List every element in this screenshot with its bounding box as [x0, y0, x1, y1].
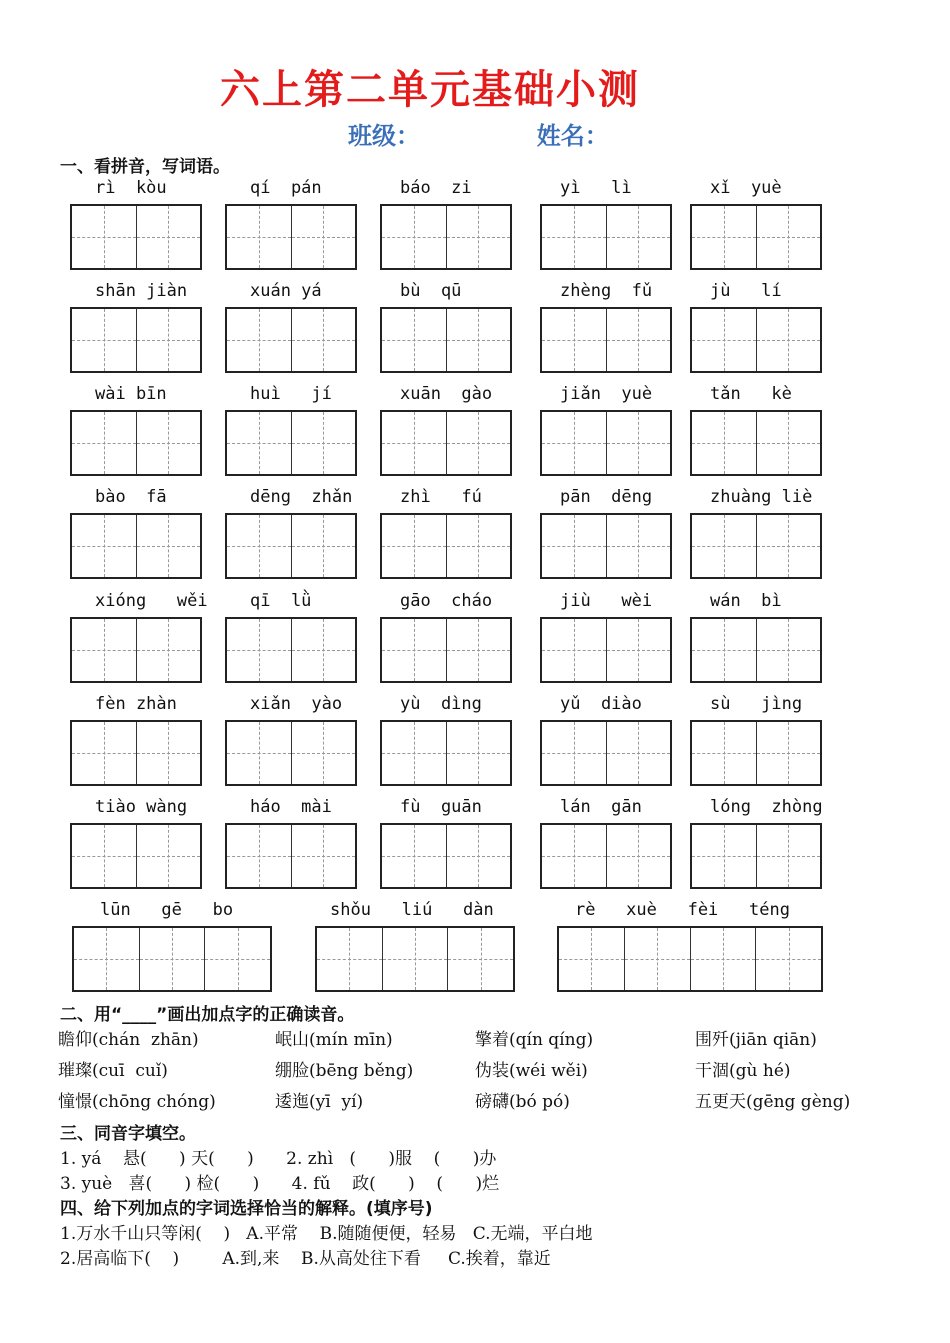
- writing-cell[interactable]: [205, 928, 270, 990]
- writing-cell[interactable]: [607, 515, 671, 577]
- pronunciation-item[interactable]: 磅礴(bó pó): [475, 1092, 570, 1112]
- writing-box[interactable]: [380, 720, 512, 786]
- pinyin-label: rè xuè fèi téng: [575, 900, 790, 920]
- section-3-title: 三、同音字填空。: [60, 1124, 196, 1144]
- pinyin-label: xǐ yuè: [710, 178, 782, 198]
- pinyin-label: zhèng fǔ: [560, 281, 653, 301]
- writing-box[interactable]: [72, 926, 272, 992]
- pronunciation-item[interactable]: 围歼(jiān qiān): [695, 1030, 817, 1050]
- pronunciation-item[interactable]: 岷山(mín mīn): [275, 1030, 393, 1050]
- writing-cell[interactable]: [382, 825, 447, 887]
- pinyin-label: bù qū: [400, 281, 462, 301]
- writing-cell[interactable]: [137, 309, 201, 371]
- writing-cell[interactable]: [137, 722, 201, 784]
- writing-cell[interactable]: [692, 412, 757, 474]
- writing-cell[interactable]: [72, 619, 137, 681]
- writing-box[interactable]: [540, 204, 672, 270]
- writing-cell[interactable]: [625, 928, 691, 990]
- writing-box[interactable]: [690, 513, 822, 579]
- writing-box[interactable]: [540, 823, 672, 889]
- writing-cell[interactable]: [756, 928, 821, 990]
- pronunciation-item[interactable]: 五更天(gēng gèng): [695, 1092, 851, 1112]
- writing-cell[interactable]: [691, 928, 757, 990]
- writing-cell[interactable]: [542, 722, 607, 784]
- class-label: 班级：: [348, 122, 420, 150]
- writing-cell[interactable]: [317, 928, 383, 990]
- writing-cell[interactable]: [607, 619, 671, 681]
- writing-box[interactable]: [380, 204, 512, 270]
- writing-cell[interactable]: [447, 206, 511, 268]
- writing-cell[interactable]: [227, 825, 292, 887]
- writing-box[interactable]: [70, 307, 202, 373]
- pinyin-label: wài bīn: [95, 384, 167, 404]
- writing-cell[interactable]: [72, 825, 137, 887]
- writing-cell[interactable]: [137, 619, 201, 681]
- writing-box[interactable]: [690, 823, 822, 889]
- pinyin-label: lán gān: [560, 797, 642, 817]
- writing-cell[interactable]: [542, 309, 607, 371]
- writing-cell[interactable]: [227, 619, 292, 681]
- page-title: 六上第二单元基础小测: [220, 66, 640, 113]
- pinyin-label: sù jìng: [710, 694, 803, 714]
- writing-cell[interactable]: [607, 722, 671, 784]
- writing-cell[interactable]: [383, 928, 449, 990]
- writing-box[interactable]: [70, 617, 202, 683]
- writing-cell[interactable]: [72, 722, 137, 784]
- writing-cell[interactable]: [692, 309, 757, 371]
- writing-box[interactable]: [225, 720, 357, 786]
- writing-cell[interactable]: [292, 722, 356, 784]
- pinyin-label: shān jiàn: [95, 281, 188, 301]
- writing-cell[interactable]: [137, 412, 201, 474]
- writing-cell[interactable]: [607, 206, 671, 268]
- pinyin-label: wán bì: [710, 591, 782, 611]
- writing-cell[interactable]: [542, 412, 607, 474]
- writing-cell[interactable]: [137, 206, 201, 268]
- writing-cell[interactable]: [72, 206, 137, 268]
- writing-cell[interactable]: [227, 722, 292, 784]
- writing-box[interactable]: [225, 617, 357, 683]
- pinyin-label: yù dìng: [400, 694, 482, 714]
- writing-box[interactable]: [690, 617, 822, 683]
- meaning-line-2: 2.居高临下( ) A.到,来 B.从高处往下看 C.挨着，靠近: [60, 1249, 551, 1269]
- pronunciation-item[interactable]: 伪装(wéi wěi): [475, 1061, 588, 1081]
- writing-cell[interactable]: [692, 619, 757, 681]
- pinyin-label: yǔ diào: [560, 694, 642, 714]
- writing-box[interactable]: [380, 410, 512, 476]
- writing-cell[interactable]: [137, 825, 201, 887]
- writing-cell[interactable]: [559, 928, 625, 990]
- writing-box[interactable]: [225, 823, 357, 889]
- meaning-line-1: 1.万水千山只等闲( ) A.平常 B.随随便便，轻易 C.无端，平白地: [60, 1224, 593, 1244]
- writing-cell[interactable]: [447, 309, 511, 371]
- writing-cell[interactable]: [227, 412, 292, 474]
- pinyin-label: qī lǜ: [250, 591, 312, 611]
- pinyin-label: zhuàng liè: [710, 487, 813, 507]
- pinyin-label: jiǎn yuè: [560, 384, 653, 404]
- writing-box[interactable]: [380, 823, 512, 889]
- pinyin-label: qí pán: [250, 178, 322, 198]
- pinyin-label: fèn zhàn: [95, 694, 177, 714]
- writing-box[interactable]: [380, 307, 512, 373]
- writing-box[interactable]: [540, 617, 672, 683]
- section-4-title: 四、给下列加点的字词选择恰当的解释。(填序号): [60, 1199, 433, 1219]
- writing-cell[interactable]: [447, 722, 511, 784]
- writing-box[interactable]: [70, 720, 202, 786]
- writing-cell[interactable]: [542, 619, 607, 681]
- pronunciation-item[interactable]: 憧憬(chōng chóng): [58, 1092, 216, 1112]
- writing-cell[interactable]: [137, 515, 201, 577]
- writing-cell[interactable]: [292, 412, 356, 474]
- writing-cell[interactable]: [447, 825, 511, 887]
- writing-box[interactable]: [540, 410, 672, 476]
- writing-cell[interactable]: [607, 309, 671, 371]
- writing-cell[interactable]: [74, 928, 140, 990]
- section-2-title: 二、用“____”画出加点字的正确读音。: [60, 1005, 355, 1025]
- pinyin-label: bào fā: [95, 487, 167, 507]
- pinyin-label: lūn gē bo: [100, 900, 234, 920]
- pinyin-label: báo zi: [400, 178, 472, 198]
- writing-box[interactable]: [380, 617, 512, 683]
- writing-cell[interactable]: [757, 309, 821, 371]
- writing-box[interactable]: [225, 307, 357, 373]
- writing-cell[interactable]: [292, 206, 356, 268]
- writing-box[interactable]: [690, 204, 822, 270]
- writing-cell[interactable]: [757, 206, 821, 268]
- writing-cell[interactable]: [757, 515, 821, 577]
- writing-cell[interactable]: [542, 206, 607, 268]
- writing-box[interactable]: [690, 410, 822, 476]
- writing-cell[interactable]: [382, 412, 447, 474]
- pronunciation-item[interactable]: 擎着(qín qíng): [475, 1030, 594, 1050]
- writing-cell[interactable]: [692, 206, 757, 268]
- pronunciation-item[interactable]: 干涸(gù hé): [695, 1061, 791, 1081]
- pronunciation-item[interactable]: 逶迤(yī yí): [275, 1092, 364, 1112]
- pinyin-label: gāo cháo: [400, 591, 493, 611]
- writing-cell[interactable]: [72, 412, 137, 474]
- pinyin-label: xuán yá: [250, 281, 322, 301]
- pinyin-label: zhì fú: [400, 487, 482, 507]
- pinyin-label: rì kòu: [95, 178, 167, 198]
- writing-cell[interactable]: [757, 722, 821, 784]
- writing-cell[interactable]: [292, 515, 356, 577]
- pinyin-label: háo mài: [250, 797, 332, 817]
- pinyin-label: xióng wěi: [95, 591, 208, 611]
- writing-box[interactable]: [70, 410, 202, 476]
- homophone-line-1: 1. yá 悬( ) 天( ) 2. zhì ( )服 ( )办: [60, 1149, 497, 1169]
- writing-box[interactable]: [540, 513, 672, 579]
- pinyin-label: shǒu liú dàn: [330, 900, 494, 920]
- writing-box[interactable]: [225, 204, 357, 270]
- writing-box[interactable]: [540, 720, 672, 786]
- writing-cell[interactable]: [607, 825, 671, 887]
- writing-cell[interactable]: [227, 206, 292, 268]
- writing-cell[interactable]: [227, 309, 292, 371]
- writing-cell[interactable]: [757, 412, 821, 474]
- pinyin-label: jiù wèi: [560, 591, 653, 611]
- writing-box[interactable]: [690, 720, 822, 786]
- pinyin-label: lóng zhòng: [710, 797, 823, 817]
- pronunciation-item[interactable]: 璀璨(cuī cuǐ): [58, 1061, 168, 1081]
- pinyin-label: fù guān: [400, 797, 482, 817]
- writing-cell[interactable]: [140, 928, 206, 990]
- writing-cell[interactable]: [607, 412, 671, 474]
- writing-box[interactable]: [70, 823, 202, 889]
- writing-cell[interactable]: [757, 825, 821, 887]
- writing-cell[interactable]: [382, 206, 447, 268]
- writing-cell[interactable]: [292, 619, 356, 681]
- writing-cell[interactable]: [227, 515, 292, 577]
- writing-cell[interactable]: [542, 515, 607, 577]
- writing-cell[interactable]: [72, 515, 137, 577]
- pinyin-label: xiǎn yào: [250, 694, 343, 714]
- writing-cell[interactable]: [447, 619, 511, 681]
- writing-cell[interactable]: [292, 825, 356, 887]
- writing-cell[interactable]: [382, 619, 447, 681]
- pinyin-label: huì jí: [250, 384, 332, 404]
- writing-box[interactable]: [557, 926, 823, 992]
- writing-box[interactable]: [315, 926, 515, 992]
- writing-cell[interactable]: [692, 722, 757, 784]
- writing-cell[interactable]: [448, 928, 513, 990]
- pinyin-label: jù lí: [710, 281, 782, 301]
- student-info: [348, 116, 609, 151]
- pinyin-label: tǎn kè: [710, 384, 792, 404]
- pinyin-label: xuān gào: [400, 384, 493, 404]
- writing-box[interactable]: [225, 410, 357, 476]
- pinyin-label: dēng zhǎn: [250, 487, 353, 507]
- writing-cell[interactable]: [692, 825, 757, 887]
- writing-cell[interactable]: [447, 412, 511, 474]
- writing-cell[interactable]: [292, 309, 356, 371]
- homophone-line-2: 3. yuè 喜( ) 检( ) 4. fǔ 政( ) ( )烂: [60, 1174, 500, 1194]
- pronunciation-item[interactable]: 瞻仰(chán zhān): [58, 1030, 199, 1050]
- writing-box[interactable]: [225, 513, 357, 579]
- pinyin-label: tiào wàng: [95, 797, 188, 817]
- writing-box[interactable]: [70, 204, 202, 270]
- writing-box[interactable]: [70, 513, 202, 579]
- pronunciation-item[interactable]: 绷脸(bēng běng): [275, 1061, 414, 1081]
- writing-box[interactable]: [540, 307, 672, 373]
- name-label: 姓名：: [536, 122, 609, 150]
- writing-cell[interactable]: [542, 825, 607, 887]
- pinyin-label: pān dēng: [560, 487, 653, 507]
- section-1-title: 一、看拼音，写词语。: [60, 157, 230, 177]
- writing-cell[interactable]: [72, 309, 137, 371]
- writing-box[interactable]: [690, 307, 822, 373]
- writing-cell[interactable]: [692, 515, 757, 577]
- writing-cell[interactable]: [757, 619, 821, 681]
- writing-box[interactable]: [380, 513, 512, 579]
- writing-cell[interactable]: [382, 309, 447, 371]
- pinyin-label: yì lì: [560, 178, 632, 198]
- writing-cell[interactable]: [447, 515, 511, 577]
- writing-cell[interactable]: [382, 515, 447, 577]
- writing-cell[interactable]: [382, 722, 447, 784]
